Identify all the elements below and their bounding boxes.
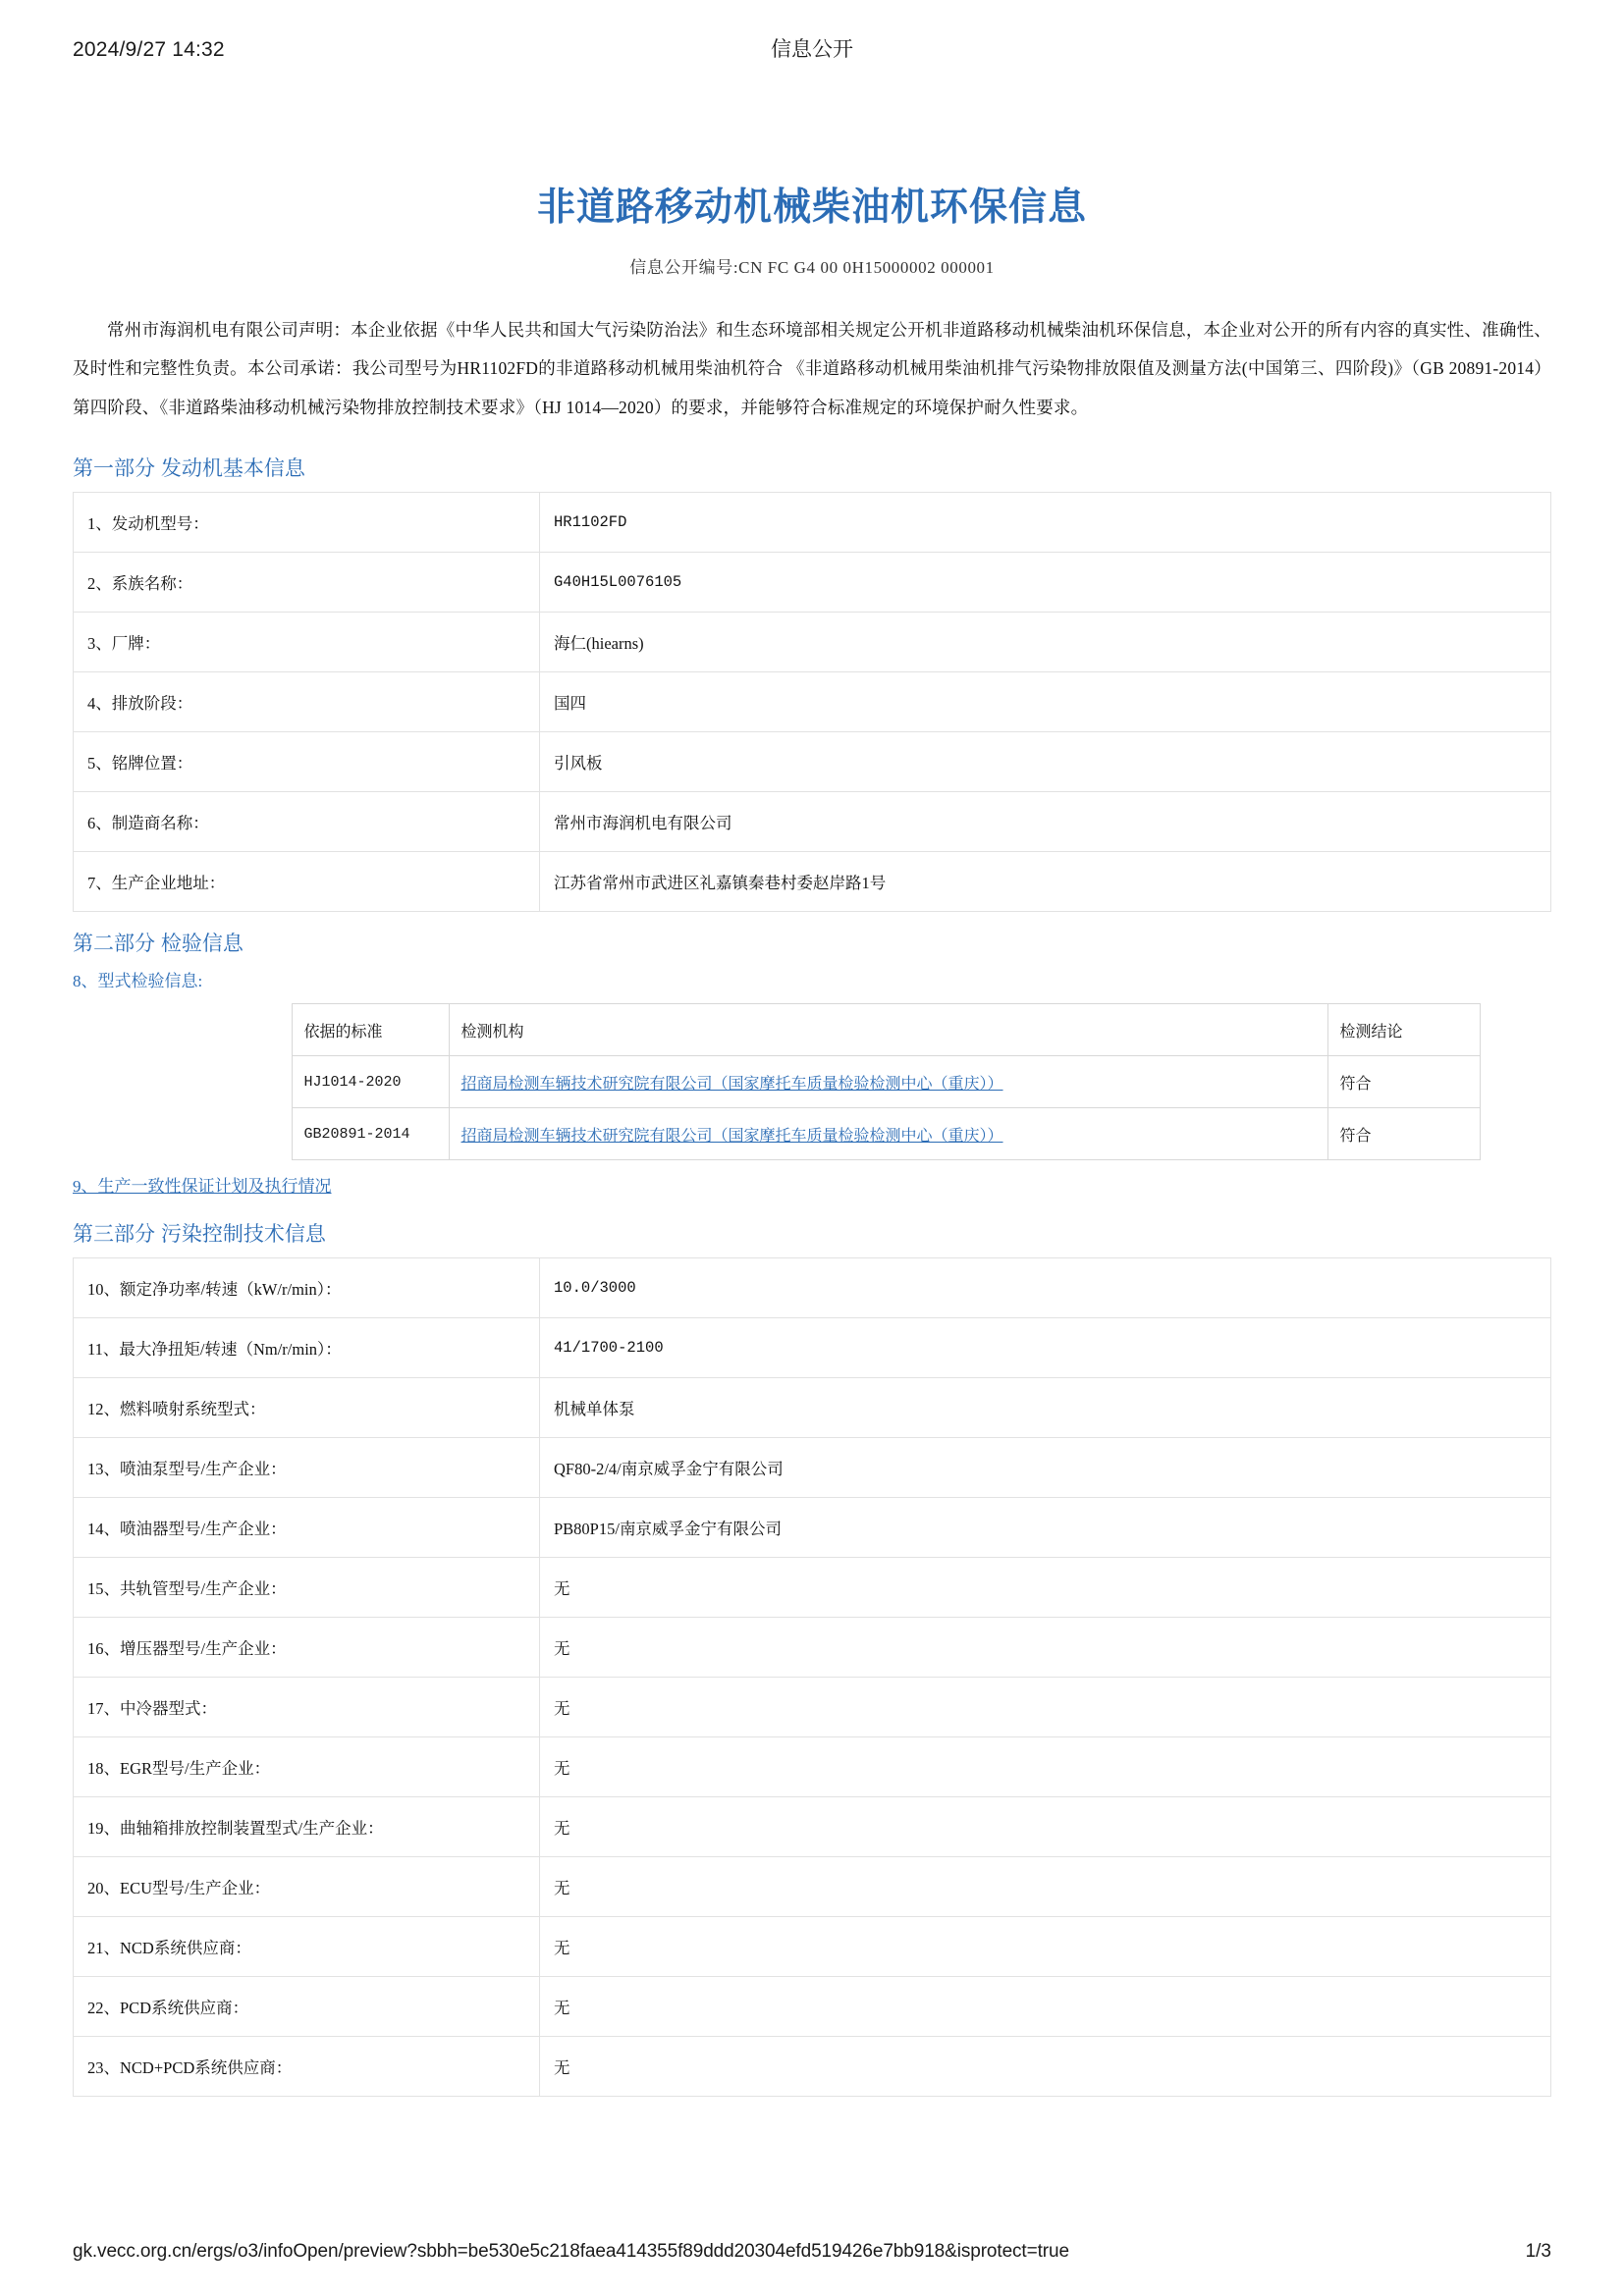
table-row [74,1438,1551,1498]
table-row [74,613,1551,672]
table-row [74,1378,1551,1438]
column-header-organization: 检测机构 [449,1004,1327,1056]
section-heading-part1: 第一部分 发动机基本信息 [73,457,305,481]
row-label: 21、NCD系统供应商： [74,1917,540,1977]
row-value: 国四 [540,672,1551,732]
row-label: 17、中冷器型式： [74,1678,540,1737]
row-value: 无 [540,1977,1551,2037]
row-label: 15、共轨管型号/生产企业： [74,1558,540,1618]
row-label: 14、喷油器型号/生产企业： [74,1498,540,1558]
table-row [74,852,1551,912]
inspection-org-link[interactable]: 招商局检测车辆技术研究院有限公司（国家摩托车质量检验检测中心（重庆）） [460,1127,1003,1145]
table-row [74,1498,1551,1558]
row-label: 12、燃料喷射系统型式： [74,1378,540,1438]
column-header-result: 检测结论 [1327,1004,1480,1056]
table-row [74,1857,1551,1917]
row-value: 41/1700-2100 [540,1318,1551,1378]
type-inspection-label: 8、型式检验信息: [73,972,203,991]
table-row [74,1558,1551,1618]
row-value: HR1102FD [540,493,1551,553]
row-value: 机械单体泵 [540,1378,1551,1438]
type-inspection-table [292,1003,1481,1160]
row-value: 无 [540,1737,1551,1797]
company-statement: 常州市海润机电有限公司声明：本企业依据《中华人民共和国大气污染防治法》和生态环境部相关规定公开机非道路移动机械柴油机环保信息，本企业对公开的所有内容的真实性、准确性、及时性和完整性负责。本公司承诺：我公司型号为HR1102FD的非道路移动机械用柴油机符合 《非道路移动机械用柴油机排气污染物排放限值及测量方法(中国第三、四阶段)》（GB 20891-2014）第四阶段、《非道路柴油移动机械污染物排放控制技术要求》（HJ 1014—2020）的要求，并能够符合标准规定的环境保护耐久性要求。 [73,320,1551,417]
cell-result: 符合 [1327,1108,1480,1160]
disclosure-number: 信息公开编号:CN FC G4 00 0H15000002 000001 [629,258,995,277]
print-header-title: 信息公开 [770,38,853,61]
table-row [74,1917,1551,1977]
row-label: 3、厂牌： [74,613,540,672]
row-label: 5、铭牌位置： [74,732,540,792]
pollution-control-table [73,1257,1551,2097]
table-row [74,792,1551,852]
print-footer [73,2241,1551,2263]
table-header-row [292,1004,1480,1056]
table-row [74,1678,1551,1737]
table-row [74,672,1551,732]
table-row [74,1797,1551,1857]
table-row [74,493,1551,553]
row-value: 无 [540,1678,1551,1737]
row-value: 无 [540,2037,1551,2097]
cell-organization [449,1056,1327,1108]
row-label: 13、喷油泵型号/生产企业： [74,1438,540,1498]
row-label: 22、PCD系统供应商： [74,1977,540,2037]
footer-page-number: 1/3 [1525,2241,1551,2262]
section-heading-part2: 第二部分 检验信息 [73,933,244,956]
cell-organization [449,1108,1327,1160]
print-date: 2024/9/27 14:32 [73,38,225,61]
row-label: 23、NCD+PCD系统供应商： [74,2037,540,2097]
row-label: 2、系族名称： [74,553,540,613]
row-value: 海仁(hiearns) [540,613,1551,672]
cell-standard: HJ1014-2020 [292,1056,449,1108]
column-header-standard: 依据的标准 [292,1004,449,1056]
row-value: 无 [540,1917,1551,1977]
production-consistency-link[interactable]: 9、生产一致性保证计划及执行情况 [73,1177,332,1197]
section-heading-part3: 第三部分 污染控制技术信息 [73,1223,326,1247]
footer-url: gk.vecc.org.cn/ergs/o3/infoOpen/preview?sbbh=be530e5c218faea414355f89ddd20304efd519426e7bb918&isprotect=true [73,2241,1069,2262]
row-value: G40H15L0076105 [540,553,1551,613]
print-header [73,33,1551,67]
row-label: 1、发动机型号： [74,493,540,553]
table-row [74,1258,1551,1318]
table-row [74,1977,1551,2037]
row-value: 无 [540,1618,1551,1678]
table-row [292,1108,1480,1160]
row-value: 无 [540,1558,1551,1618]
row-value: 江苏省常州市武进区礼嘉镇秦巷村委赵岸路1号 [540,852,1551,912]
row-value: 无 [540,1857,1551,1917]
cell-result: 符合 [1327,1056,1480,1108]
row-label: 6、制造商名称： [74,792,540,852]
inspection-table-wrap [73,999,1551,1160]
row-value: 无 [540,1797,1551,1857]
row-value: 10.0/3000 [540,1258,1551,1318]
row-label: 16、增压器型号/生产企业： [74,1618,540,1678]
table-row [74,1737,1551,1797]
row-value: PB80P15/南京威孚金宁有限公司 [540,1498,1551,1558]
row-label: 11、最大净扭矩/转速（Nm/r/min）： [74,1318,540,1378]
inspection-org-link[interactable]: 招商局检测车辆技术研究院有限公司（国家摩托车质量检验检测中心（重庆）） [460,1075,1003,1093]
table-row [74,2037,1551,2097]
page-title: 非道路移动机械柴油机环保信息 [536,187,1087,229]
row-label: 20、ECU型号/生产企业： [74,1857,540,1917]
cell-standard: GB20891-2014 [292,1108,449,1160]
table-row [74,553,1551,613]
row-label: 4、排放阶段： [74,672,540,732]
table-row [74,1618,1551,1678]
row-label: 18、EGR型号/生产企业： [74,1737,540,1797]
row-value: 常州市海润机电有限公司 [540,792,1551,852]
row-label: 10、额定净功率/转速（kW/r/min）： [74,1258,540,1318]
table-row [74,1318,1551,1378]
row-label: 7、生产企业地址： [74,852,540,912]
row-value: QF80-2/4/南京威孚金宁有限公司 [540,1438,1551,1498]
table-row [74,732,1551,792]
row-value: 引风板 [540,732,1551,792]
engine-basic-info-table [73,492,1551,912]
row-label: 19、曲轴箱排放控制装置型式/生产企业： [74,1797,540,1857]
table-row [292,1056,1480,1108]
